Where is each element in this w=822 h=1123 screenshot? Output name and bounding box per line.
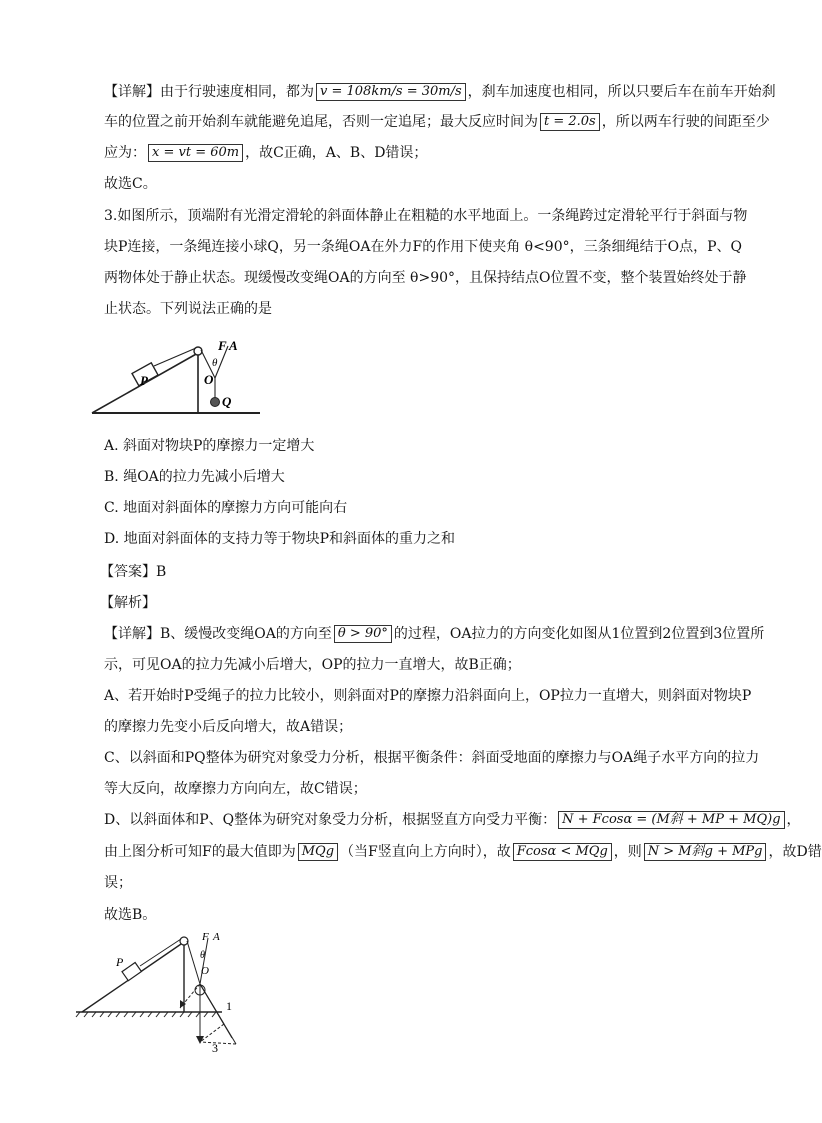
label-f: F <box>202 931 209 943</box>
detail2-line7 <box>104 810 801 830</box>
formula-theta: θ > 90° <box>334 625 392 643</box>
detail2-line3: A、若开始时P受绳子的拉力比较小，则斜面对P的摩擦力沿斜面向上，OP拉力一直增大，则斜面对物块P <box>104 688 752 704</box>
text: 由上图分析可知F的最大值即为 <box>104 844 296 860</box>
rope-oa <box>200 938 208 984</box>
q3-stem-line3: 两物体处于静止状态。现缓慢改变绳OA的方向至 θ>90°，且保持结点O位置不变，整个装置始终处于静 <box>104 270 747 286</box>
force-diagram-figure <box>72 928 262 1056</box>
label-f: F <box>218 338 227 353</box>
text: ，故D错 <box>768 844 822 860</box>
text: ，刹车加速度也相同，所以只要后车在前车开始刹 <box>467 84 776 100</box>
option-a: A. 斜面对物块P的摩擦力一定增大 <box>104 438 315 454</box>
label-p: P <box>116 955 124 969</box>
detail2-line5: C、以斜面和PQ整体为研究对象受力分析，根据平衡条件：斜面受地面的摩擦力与OA绳子水平方向的拉力 <box>104 750 760 766</box>
label-position-1: 1 <box>226 999 232 1013</box>
text: 车的位置之前开始刹车就能避免追尾，否则一定追尾；最大反应时间为 <box>104 114 538 130</box>
formula-n: N > M斜g + MPg <box>644 843 767 861</box>
text: 【详解】B、缓慢改变绳OA的方向至 <box>104 626 332 642</box>
detail2-line8 <box>104 842 822 862</box>
force-position-3 <box>200 984 236 1044</box>
label-a: A <box>213 931 220 943</box>
option-b: B. 绳OA的拉力先减小后增大 <box>104 469 285 485</box>
block-p <box>122 962 141 980</box>
option-c: C. 地面对斜面体的摩擦力方向可能向右 <box>104 500 348 516</box>
formula-mqg: MQg <box>298 843 338 861</box>
rope-pulley-o <box>187 941 200 984</box>
detail2-line9: 误； <box>104 875 132 891</box>
detail1-line3 <box>104 143 427 163</box>
detail2-line2: 示，可见OA的拉力先减小后增大，OP的拉力一直增大，故B正确； <box>104 657 521 673</box>
label-o: O <box>204 372 214 387</box>
formula-fcos: Fcosα < MQg <box>513 843 612 861</box>
resultant-dashed-1 <box>200 1024 224 1042</box>
detail1-conclusion: 故选C。 <box>104 176 157 192</box>
text: 【详解】由于行驶速度相同，都为 <box>104 84 314 100</box>
text: ，所以两车行驶的间距至少 <box>601 114 770 130</box>
label-theta: θ <box>212 357 218 369</box>
formula-velocity: v = 108km/s = 30m/s <box>316 83 466 101</box>
incline-figure <box>88 328 268 424</box>
rope-op <box>140 939 181 966</box>
text: D、以斜面体和P、Q整体为研究对象受力分析，根据竖直方向受力平衡： <box>104 812 557 828</box>
text: ，故C正确，A、B、D错误； <box>245 145 428 161</box>
analysis-heading: 【解析】 <box>100 595 156 611</box>
formula-time: t = 2.0s <box>540 113 600 131</box>
label-position-3: 3 <box>212 1041 218 1055</box>
text: （当F竖直向上方向时），故 <box>340 844 511 860</box>
resultant-dashed-3 <box>200 1042 236 1044</box>
option-d: D. 地面对斜面体的支持力等于物块P和斜面体的重力之和 <box>104 531 456 547</box>
q3-stem-line2: 块P连接，一条绳连接小球Q，另一条绳OA在外力F的作用下使夹角 θ<90°，三条细绳结于O点，P、Q <box>104 239 742 255</box>
label-q: Q <box>222 394 232 409</box>
answer-heading: 【答案】B <box>100 564 167 580</box>
ball-q <box>211 398 220 407</box>
detail2-conclusion: 故选B。 <box>104 907 157 923</box>
label-theta: θ <box>200 950 205 961</box>
detail1-line1 <box>104 82 776 102</box>
label-p: P <box>140 373 148 388</box>
detail2-line1 <box>104 624 764 644</box>
q3-stem-line1: 3.如图所示，顶端附有光滑定滑轮的斜面体静止在粗糙的水平地面上。一条绳跨过定滑轮平行于斜面与物 <box>104 208 748 224</box>
text: 应为： <box>104 145 146 161</box>
label-a: A <box>229 338 238 353</box>
pulley-icon <box>180 937 188 945</box>
q3-stem-line4: 止状态。下列说法正确的是 <box>104 301 272 317</box>
formula-vertical-balance: N + Fcosα = (M斜 + MP + MQ)g <box>558 811 784 829</box>
text: 的过程，OA拉力的方向变化如图从1位置到2位置到3位置所 <box>393 626 765 642</box>
text: ， <box>786 812 801 828</box>
label-o: O <box>201 965 209 977</box>
detail1-line2 <box>104 112 770 132</box>
text: ，则 <box>613 844 642 860</box>
detail2-line4: 的摩擦力先变小后反向增大，故A错误； <box>104 719 353 735</box>
detail2-line6: 等大反向，故摩擦力方向向左，故C错误； <box>104 781 367 797</box>
formula-distance: x = vt = 60m <box>148 144 243 162</box>
